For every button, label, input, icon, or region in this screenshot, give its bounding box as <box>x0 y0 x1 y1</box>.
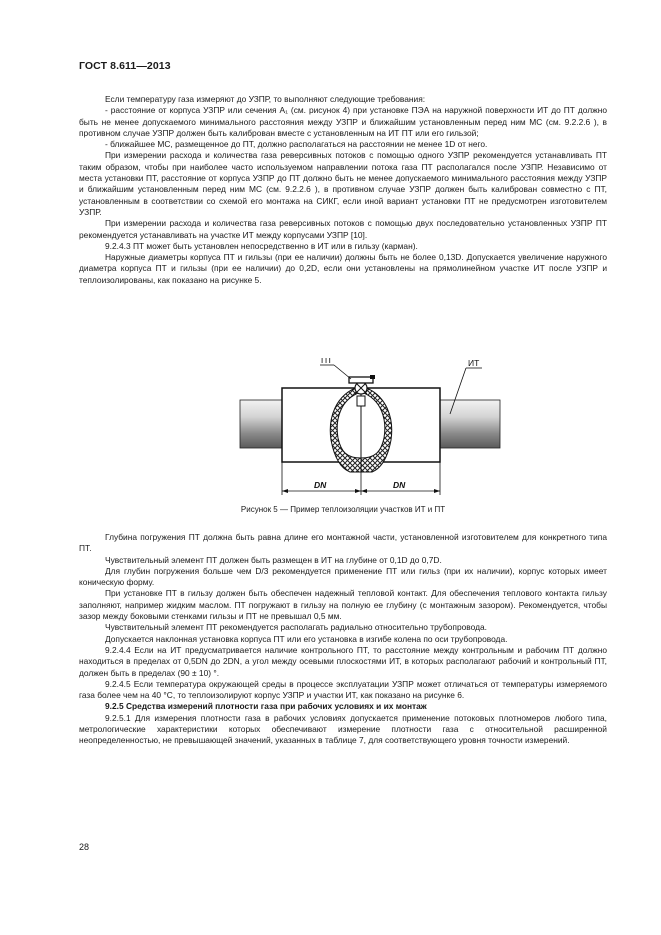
paragraph: Чувствительный элемент ПТ рекомендуется располагать радиально относительно трубопровода. <box>105 622 487 633</box>
it-label: ИТ <box>468 358 480 368</box>
paragraph: 9.2.4.5 Если температура окружающей среды в процессе эксплуатации УЗПР может отличаться от температуры измеряемого газа более чем на 40 °С, то теплоизолируют корпус УЗПР и участки ИТ, как показано на рисунке 6. <box>79 678 607 701</box>
dimension-right-label: DN <box>393 480 406 490</box>
sensor-terminal <box>370 375 375 379</box>
paragraph: Глубина погружения ПТ должна быть равна длине его монтажной части, установленной изготовителем для конкретного типа ПТ. <box>79 532 607 554</box>
paragraph: Наружные диаметры корпуса ПТ и гильзы (при ее наличии) должны быть не более 0,13D. Допускается увеличение наружного диаметра корпуса ПТ и гильзы (при ее наличии) до 0,2D, если они установлены на прямолинейном участке ИТ после УЗПР и теплоизолированы, как показано на рисунке 5. <box>79 252 607 285</box>
pt-leader-line <box>334 365 351 379</box>
paragraph: При измерении расхода и количества газа реверсивных потоков с помощью двух последовательно установленных УЗПР ПТ рекомендуется устанавливать на участке ИТ между корпусами УЗПР [10]. <box>79 218 607 240</box>
section-heading: 9.2.5 Средства измерений плотности газа при рабочих условиях и их монтаж <box>105 701 427 712</box>
paragraph: Чувствительный элемент ПТ должен быть размещен в ИТ на глубине от 0,1D до 0,7D. <box>105 554 442 565</box>
paragraph: Для глубин погружения больше чем D/3 рекомендуется применение ПТ или гильз (при их наличии), корпус которых имеет коническую форму. <box>79 565 607 588</box>
paragraph: 9.2.5.1 Для измерения плотности газа в рабочих условиях допускается применение потоковых плотномеров любого типа, метрологические характеристики которых обеспечивают измерение плотности газа с относительной расширенной неопределенностью, не превышающей значений, указанных в таблице 7, для соответствующего уровня точности измерений. <box>79 712 607 746</box>
pt-label: ПТ <box>321 358 333 365</box>
page-number: 28 <box>79 842 90 852</box>
paragraph: При измерении расхода и количества газа реверсивных потоков с помощью одного УЗПР рекомендуется устанавливать ПТ таким образом, чтобы при наиболее часто используемом направлении потока газа ПТ располагался после УЗПР. Независимо от места установки ПТ, расстояние от корпуса УЗПР до ПТ должно быть не менее допускаемого минимального расстояния между УЗПР и ближайшим установленным перед ним МС (см. 9.2.2.6 ), в противном случае УЗПР должен быть калиброван совместно с ПТ, установленным в соответствии со схемой его монтажа на СИКГ, если иной вариант установки ПТ не предусмотрен изготовителем УЗПР. <box>79 150 607 217</box>
sensor-cap <box>349 377 373 383</box>
bottom-text-block <box>79 532 607 747</box>
figure-caption: Рисунок 5 — Пример теплоизоляции участков ИТ и ПТ <box>240 505 446 514</box>
top-text-block <box>79 94 607 286</box>
document-header: ГОСТ 8.611—2013 <box>79 60 171 72</box>
paragraph: - расстояние от корпуса УЗПР или сечения А₁ (см. рисунок 4) при установке ПЭА на наружной поверхности ИТ до ПТ должно быть не менее допускаемого минимального расстояния между УЗПР и ближайшим установленным перед ним МС (см. 9.2.2.6 ), в противном случае УЗПР должен быть калиброван вместе с установленным на ИТ ПТ или его гильзой; <box>79 105 607 138</box>
paragraph: 9.2.4.3 ПТ может быть установлен непосредственно в ИТ или в гильзу (карман). <box>105 240 418 251</box>
pipe-right <box>440 400 500 448</box>
sensor-well <box>357 396 365 406</box>
paragraph: 9.2.4.4 Если на ИТ предусматривается наличие контрольного ПТ, то расстояние между контрольным и рабочим ПТ должно находиться в пределах от 0,5DN до 2DN, а угол между осевыми плоскостями ИТ, в которых располагают рабочий и контрольный ПТ, должен быть в пределах (90 ± 10) °. <box>79 644 607 678</box>
paragraph: Допускается наклонная установка корпуса ПТ или его установка в изгибе колена по оси трубопровода. <box>105 633 508 644</box>
paragraph: - ближайшее МС, размещенное до ПТ, должно располагаться на расстоянии не менее 1D от него. <box>105 139 488 150</box>
paragraph: Если температуру газа измеряют до УЗПР, то выполняют следующие требования: <box>105 94 426 104</box>
dimension-left-label: DN <box>314 480 327 490</box>
pipe-left <box>240 400 282 448</box>
paragraph: При установке ПТ в гильзу должен быть обеспечен надежный тепловой контакт. Для обеспечения теплового контакта гильзу заполняют, например жидким маслом. ПТ погружают в гильзу на полную ее глубину (с монтажным зазором). Рекомендуется, чтобы зазор между боковыми стенками гильзы и ПТ не превышал 0,5 мм. <box>79 588 607 622</box>
figure-insulation-diagram <box>230 358 510 498</box>
